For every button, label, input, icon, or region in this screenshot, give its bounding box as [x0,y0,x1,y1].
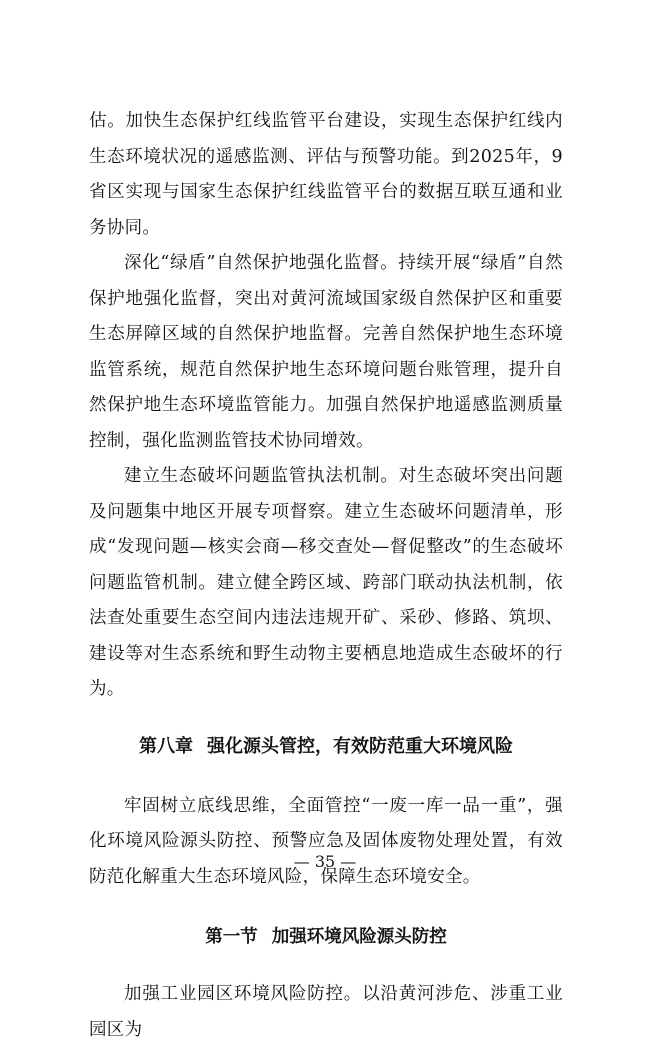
paragraph-4: 牢固树立底线思维，全面管控“一废一库一品一重”，强化环境风险源头防控、预警应急及固体废物处理处置，有效防范化解重大生态环境风险，保障生态环境安全。 [89,795,563,887]
paragraph-5: 加强工业园区环境风险防控。以沿黄河涉危、涉重工业园区为 [89,984,563,1040]
page-content [89,104,563,1048]
section-title: 加强环境风险源头防控 [271,927,447,947]
chapter-title: 强化源头管控，有效防范重大环境风险 [207,735,513,757]
paragraph-2: 深化“绿盾”自然保护地强化监督。持续开展“绿盾”自然保护地强化监督，突出对黄河流域国家级自然保护区和重要生态屏障区域的自然保护地监督。完善自然保护地生态环境监管系统，规范自然保护地生态环境问题台账管理，提升自然保护地生态环境监管能力。加强自然保护地遥感监测质量控制，强化监测监管技术协同增效。 [89,253,563,451]
paragraph-1: 估。加快生态保护红线监管平台建设，实现生态保护红线内生态环境状况的遥感监测、评估与预警功能。到2025年，9省区实现与国家生态保护红线监管平台的数据互联互通和业务协同。 [89,111,563,238]
chapter-heading [89,729,563,765]
page-number: — 35 — [293,852,357,871]
chapter-number: 第八章 [139,735,193,757]
section-number: 第一节 [205,927,258,947]
paragraph-3: 建立生态破坏问题监管执法机制。对生态破坏突出问题及问题集中地区开展专项督察。建立生态破坏问题清单，形成“发现问题—核实会商—移交查处—督促整改”的生态破坏问题监管机制。建立健全跨区域、跨部门联动执法机制，依法查处重要生态空间内违法违规开矿、采砂、修路、筑坝、建设等对生态系统和野生动物主要栖息地造成生态破坏的行为。 [89,466,563,699]
section-heading [89,919,563,955]
